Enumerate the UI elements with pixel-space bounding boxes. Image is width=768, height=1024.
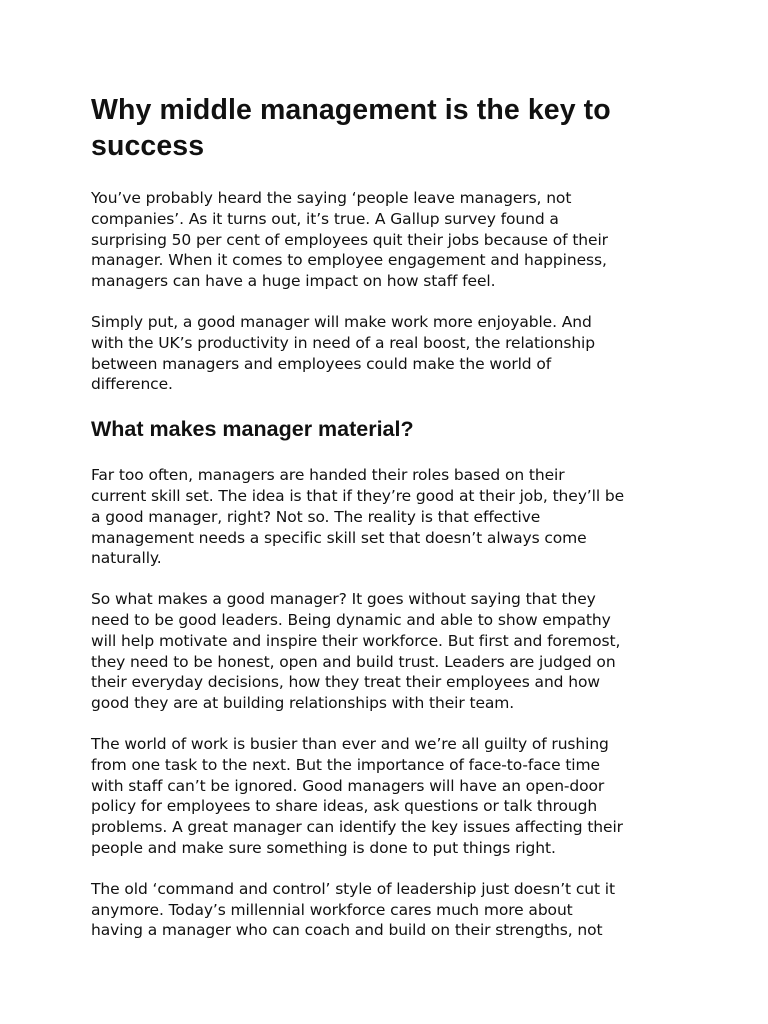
text-line: So what makes a good manager? It goes without saying that they (91, 590, 596, 609)
article-title (91, 92, 681, 164)
text-line: anymore. Today’s millennial workforce cares much more about (91, 900, 573, 919)
intro-paragraph-1 (91, 188, 681, 292)
text-line: current skill set. The idea is that if they’re good at their job, they’ll be (91, 486, 625, 505)
text-line: naturally. (91, 549, 162, 568)
section-heading: What makes manager material? (91, 417, 414, 442)
body-paragraph-3 (91, 734, 681, 859)
text-line: a good manager, right? Not so. The reality is that effective (91, 507, 541, 526)
text-line: between managers and employees could make the world of (91, 354, 552, 373)
text-line: need to be good leaders. Being dynamic and able to show empathy (91, 610, 611, 629)
text-line: manager. When it comes to employee engagement and happiness, (91, 251, 607, 270)
text-line: with staff can’t be ignored. Good managers will have an open-door (91, 776, 605, 795)
text-line: will help motivate and inspire their workforce. But first and foremost, (91, 631, 621, 650)
text-line: good they are at building relationships with their team. (91, 694, 515, 713)
text-line: The old ‘command and control’ style of leadership just doesn’t cut it (91, 879, 615, 898)
text-line: problems. A great manager can identify the key issues affecting their (91, 818, 623, 837)
text-line: policy for employees to share ideas, ask questions or talk through (91, 797, 598, 816)
body-paragraph-2 (91, 589, 681, 714)
text-line: people and make sure something is done to put things right. (91, 838, 556, 857)
text-line: companies’. As it turns out, it’s true. A Gallup survey found a (91, 209, 559, 228)
document-page (91, 92, 681, 941)
text-line: with the UK’s productivity in need of a real boost, the relationship (91, 333, 595, 352)
text-line: management needs a specific skill set that doesn’t always come (91, 528, 587, 547)
title-line: success (91, 130, 205, 162)
text-line: having a manager who can coach and build on their strengths, not (91, 921, 603, 940)
text-line: surprising 50 per cent of employees quit their jobs because of their (91, 230, 608, 249)
title-line: Why middle management is the key to (91, 94, 611, 126)
intro-paragraph-2 (91, 312, 681, 395)
text-line: from one task to the next. But the importance of face-to-face time (91, 755, 600, 774)
text-line: they need to be honest, open and build trust. Leaders are judged on (91, 652, 616, 671)
text-line: You’ve probably heard the saying ‘people leave managers, not (91, 189, 572, 207)
text-line: The world of work is busier than ever and we’re all guilty of rushing (91, 734, 609, 753)
text-line: difference. (91, 375, 173, 394)
body-paragraph-4 (91, 879, 681, 941)
body-paragraph-1 (91, 465, 681, 569)
text-line: Simply put, a good manager will make work more enjoyable. And (91, 312, 592, 331)
text-line: Far too often, managers are handed their roles based on their (91, 466, 565, 485)
text-line: managers can have a huge impact on how staff feel. (91, 272, 496, 291)
text-line: their everyday decisions, how they treat their employees and how (91, 673, 600, 692)
